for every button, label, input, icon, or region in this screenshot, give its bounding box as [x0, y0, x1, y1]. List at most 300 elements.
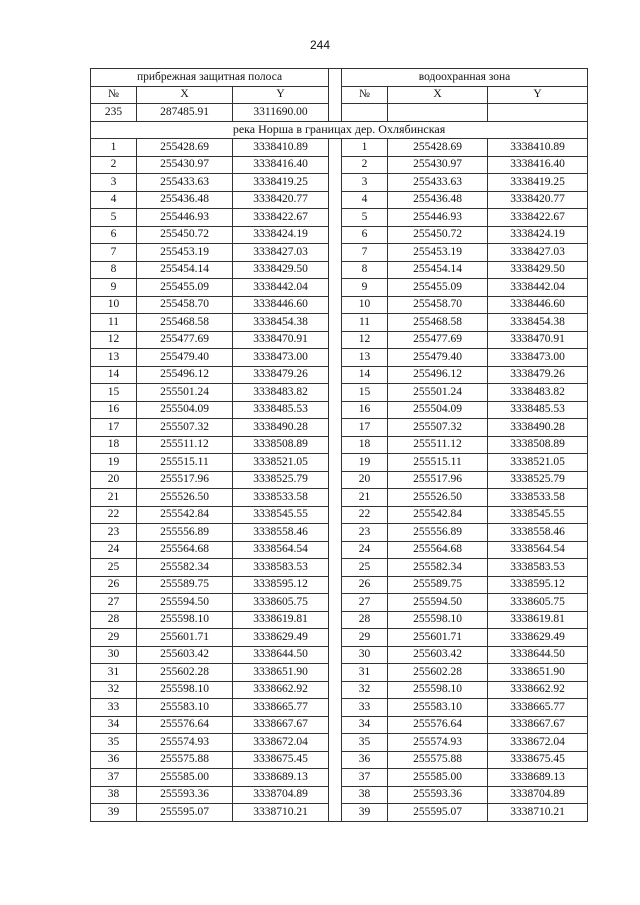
- table-row: [91, 436, 588, 454]
- coastal-point-num-cell: 27: [91, 594, 137, 612]
- coastal-point-y-cell: 3338558.46: [233, 524, 329, 542]
- coastal-point-num-cell: 26: [91, 576, 137, 594]
- coastal-point-x-cell: 255446.93: [137, 209, 233, 227]
- table-row: [91, 664, 588, 682]
- zone-point-y-cell: 3338667.67: [488, 716, 588, 734]
- table-row: [91, 594, 588, 612]
- table-row: [91, 751, 588, 769]
- column-gap: [329, 646, 342, 664]
- coastal-point-x-cell: 255428.69: [137, 139, 233, 157]
- column-gap: [329, 716, 342, 734]
- column-gap: [329, 314, 342, 332]
- column-gap: [329, 489, 342, 507]
- zone-point-y-cell: 3338545.55: [488, 506, 588, 524]
- coastal-point-x-cell: 255602.28: [137, 664, 233, 682]
- coastal-point-x-cell: 255517.96: [137, 471, 233, 489]
- zone-point-x-cell: 255450.72: [388, 226, 488, 244]
- coastal-point-x-cell: 255575.88: [137, 751, 233, 769]
- table-row: [91, 366, 588, 384]
- zone-point-num-cell: 27: [342, 594, 388, 612]
- coastal-point-y-cell: 3338508.89: [233, 436, 329, 454]
- coastal-point-y-cell: 3338564.54: [233, 541, 329, 559]
- column-gap: [329, 86, 342, 104]
- column-gap: [329, 419, 342, 437]
- coastal-point-y-cell: 3338490.28: [233, 419, 329, 437]
- point-x-cell: 287485.91: [137, 104, 233, 122]
- coastal-point-x-cell: 255433.63: [137, 174, 233, 192]
- coastal-point-x-cell: 255542.84: [137, 506, 233, 524]
- column-gap: [329, 786, 342, 804]
- coastal-point-x-cell: 255458.70: [137, 296, 233, 314]
- coastal-point-y-cell: 3338410.89: [233, 139, 329, 157]
- zone-point-y-cell: 3338521.05: [488, 454, 588, 472]
- column-gap: [329, 174, 342, 192]
- coordinates-table: [90, 68, 588, 822]
- zone-point-x-cell: 255515.11: [388, 454, 488, 472]
- coastal-point-x-cell: 255589.75: [137, 576, 233, 594]
- coastal-point-y-cell: 3338424.19: [233, 226, 329, 244]
- zone-point-num-cell: 30: [342, 646, 388, 664]
- page-number: 244: [309, 38, 331, 52]
- zone-point-y-cell: 3338446.60: [488, 296, 588, 314]
- column-gap: [329, 366, 342, 384]
- table-row: [91, 384, 588, 402]
- zone-point-y-cell: 3338629.49: [488, 629, 588, 647]
- x-header: X: [388, 86, 488, 104]
- zone-point-num-cell: 11: [342, 314, 388, 332]
- zone-point-num-cell: 6: [342, 226, 388, 244]
- coastal-point-x-cell: 255436.48: [137, 191, 233, 209]
- coastal-point-num-cell: 31: [91, 664, 137, 682]
- coastal-point-num-cell: 7: [91, 244, 137, 262]
- table-row: [91, 506, 588, 524]
- coastal-point-y-cell: 3338420.77: [233, 191, 329, 209]
- coastal-point-num-cell: 15: [91, 384, 137, 402]
- column-gap: [329, 401, 342, 419]
- coastal-point-x-cell: 255479.40: [137, 349, 233, 367]
- point-y-cell: 3311690.00: [233, 104, 329, 122]
- coastal-point-x-cell: 255477.69: [137, 331, 233, 349]
- column-gap: [329, 506, 342, 524]
- zone-point-y-cell: 3338710.21: [488, 804, 588, 822]
- table-row: [91, 401, 588, 419]
- zone-point-num-cell: 36: [342, 751, 388, 769]
- zone-point-x-cell: 255582.34: [388, 559, 488, 577]
- coastal-point-y-cell: 3338416.40: [233, 156, 329, 174]
- zone-point-y-cell: 3338410.89: [488, 139, 588, 157]
- column-gap: [329, 524, 342, 542]
- table-row: [91, 734, 588, 752]
- zone-point-num-cell: 16: [342, 401, 388, 419]
- zone-point-x-cell: 255428.69: [388, 139, 488, 157]
- column-gap: [329, 209, 342, 227]
- coastal-point-y-cell: 3338619.81: [233, 611, 329, 629]
- table-row: [91, 629, 588, 647]
- column-gap: [329, 226, 342, 244]
- x-header: X: [137, 86, 233, 104]
- coastal-point-num-cell: 19: [91, 454, 137, 472]
- zone-point-y-cell: 3338479.26: [488, 366, 588, 384]
- zone-point-x-cell: 255601.71: [388, 629, 488, 647]
- zone-point-num-cell: 12: [342, 331, 388, 349]
- table-row: [91, 349, 588, 367]
- zone-point-x-cell: 255446.93: [388, 209, 488, 227]
- zone-point-y-cell: 3338619.81: [488, 611, 588, 629]
- zone-point-num-cell: 1: [342, 139, 388, 157]
- zone-point-num-cell: 14: [342, 366, 388, 384]
- zone-point-num-cell: 15: [342, 384, 388, 402]
- coastal-point-num-cell: 12: [91, 331, 137, 349]
- coastal-point-y-cell: 3338651.90: [233, 664, 329, 682]
- coastal-point-y-cell: 3338470.91: [233, 331, 329, 349]
- zone-point-x-cell: 255454.14: [388, 261, 488, 279]
- coastal-point-num-cell: 29: [91, 629, 137, 647]
- column-gap: [329, 734, 342, 752]
- table-row: [91, 681, 588, 699]
- point-num-cell: 235: [91, 104, 137, 122]
- table-row: [91, 471, 588, 489]
- column-gap: [329, 279, 342, 297]
- table-row: [91, 454, 588, 472]
- coastal-point-num-cell: 3: [91, 174, 137, 192]
- zone-point-y-cell: 3338442.04: [488, 279, 588, 297]
- zone-point-x-cell: 255468.58: [388, 314, 488, 332]
- column-gap: [329, 699, 342, 717]
- coastal-point-num-cell: 14: [91, 366, 137, 384]
- coastal-point-y-cell: 3338479.26: [233, 366, 329, 384]
- coastal-point-num-cell: 35: [91, 734, 137, 752]
- column-gap: [329, 576, 342, 594]
- table-row: [91, 524, 588, 542]
- table-row: [91, 786, 588, 804]
- coastal-point-x-cell: 255574.93: [137, 734, 233, 752]
- coastal-point-y-cell: 3338689.13: [233, 769, 329, 787]
- zone-point-y-cell: 3338662.92: [488, 681, 588, 699]
- table-row: [91, 261, 588, 279]
- coastal-point-x-cell: 255526.50: [137, 489, 233, 507]
- zone-point-y-cell: 3338675.45: [488, 751, 588, 769]
- zone-point-y-cell: 3338558.46: [488, 524, 588, 542]
- column-gap: [329, 261, 342, 279]
- coastal-point-x-cell: 255504.09: [137, 401, 233, 419]
- table-row: [91, 104, 588, 122]
- coastal-point-num-cell: 21: [91, 489, 137, 507]
- zone-point-y-cell: 3338483.82: [488, 384, 588, 402]
- zone-point-num-cell: 22: [342, 506, 388, 524]
- coastal-point-x-cell: 255585.00: [137, 769, 233, 787]
- coastal-point-y-cell: 3338545.55: [233, 506, 329, 524]
- zone-point-y-cell: 3338420.77: [488, 191, 588, 209]
- coastal-point-y-cell: 3338454.38: [233, 314, 329, 332]
- coastal-point-num-cell: 20: [91, 471, 137, 489]
- column-gap: [329, 191, 342, 209]
- coastal-point-y-cell: 3338583.53: [233, 559, 329, 577]
- coastal-point-x-cell: 255515.11: [137, 454, 233, 472]
- zone-point-x-cell: 255598.10: [388, 611, 488, 629]
- zone-point-x-cell: 255556.89: [388, 524, 488, 542]
- coastal-point-x-cell: 255450.72: [137, 226, 233, 244]
- coastal-point-y-cell: 3338644.50: [233, 646, 329, 664]
- coastal-point-num-cell: 18: [91, 436, 137, 454]
- zone-point-num-cell: 18: [342, 436, 388, 454]
- zone-point-x-cell: 255455.09: [388, 279, 488, 297]
- coastal-point-y-cell: 3338446.60: [233, 296, 329, 314]
- table-row: [91, 611, 588, 629]
- zone-point-num-cell: 3: [342, 174, 388, 192]
- coastal-point-x-cell: 255598.10: [137, 681, 233, 699]
- zone-point-x-cell: 255593.36: [388, 786, 488, 804]
- column-gap: [329, 69, 342, 87]
- zone-point-y-cell: 3338564.54: [488, 541, 588, 559]
- zone-point-y-cell: 3338689.13: [488, 769, 588, 787]
- zone-point-y-cell: 3338651.90: [488, 664, 588, 682]
- coastal-point-x-cell: 255564.68: [137, 541, 233, 559]
- table-row: [91, 646, 588, 664]
- zone-point-y-cell: 3338485.53: [488, 401, 588, 419]
- column-gap: [329, 384, 342, 402]
- coastal-point-num-cell: 8: [91, 261, 137, 279]
- zone-point-num-cell: 17: [342, 419, 388, 437]
- table-row: [91, 716, 588, 734]
- num-header: №: [91, 86, 137, 104]
- coastal-point-x-cell: 255453.19: [137, 244, 233, 262]
- zone-point-y-cell: 3338427.03: [488, 244, 588, 262]
- zone-point-num-cell: 26: [342, 576, 388, 594]
- zone-point-num-cell: 19: [342, 454, 388, 472]
- zone-point-num-cell: 9: [342, 279, 388, 297]
- column-gap: [329, 454, 342, 472]
- zone-point-num-cell: 13: [342, 349, 388, 367]
- column-gap: [329, 594, 342, 612]
- zone-point-y-cell: 3338595.12: [488, 576, 588, 594]
- zone-point-num-cell: 35: [342, 734, 388, 752]
- coastal-point-num-cell: 36: [91, 751, 137, 769]
- zone-point-num-cell: 23: [342, 524, 388, 542]
- coastal-point-y-cell: 3338521.05: [233, 454, 329, 472]
- column-gap: [329, 156, 342, 174]
- zone-point-num-cell: 32: [342, 681, 388, 699]
- table-row: [91, 279, 588, 297]
- zone-point-num-cell: 34: [342, 716, 388, 734]
- coastal-point-y-cell: 3338429.50: [233, 261, 329, 279]
- zone-point-num-cell: 37: [342, 769, 388, 787]
- zone-point-x-cell: 255496.12: [388, 366, 488, 384]
- zone-point-x-cell: 255477.69: [388, 331, 488, 349]
- zone-point-y-cell: 3338672.04: [488, 734, 588, 752]
- zone-point-y-cell: 3338473.00: [488, 349, 588, 367]
- zone-point-x-cell: 255564.68: [388, 541, 488, 559]
- zone-point-y-cell: 3338605.75: [488, 594, 588, 612]
- zone-point-y-cell: 3338665.77: [488, 699, 588, 717]
- zone-point-x-cell: 255526.50: [388, 489, 488, 507]
- zone-point-y-cell: 3338416.40: [488, 156, 588, 174]
- zone-point-x-cell: 255602.28: [388, 664, 488, 682]
- zone-point-num-cell: 24: [342, 541, 388, 559]
- zone-point-y-cell: 3338583.53: [488, 559, 588, 577]
- column-gap: [329, 541, 342, 559]
- table-row: [91, 139, 588, 157]
- coastal-strip-header: прибрежная защитная полоса: [91, 69, 329, 87]
- zone-point-x-cell: 255507.32: [388, 419, 488, 437]
- coastal-point-num-cell: 38: [91, 786, 137, 804]
- coastal-point-x-cell: 255430.97: [137, 156, 233, 174]
- zone-point-x-cell: 255583.10: [388, 699, 488, 717]
- zone-point-num-cell: 20: [342, 471, 388, 489]
- column-gap: [329, 436, 342, 454]
- column-gap: [329, 664, 342, 682]
- coastal-point-num-cell: 33: [91, 699, 137, 717]
- zone-point-y-cell: 3338470.91: [488, 331, 588, 349]
- table-row: [91, 419, 588, 437]
- coastal-point-num-cell: 4: [91, 191, 137, 209]
- zone-point-num-cell: 25: [342, 559, 388, 577]
- zone-point-x-cell: 255594.50: [388, 594, 488, 612]
- coastal-point-y-cell: 3338662.92: [233, 681, 329, 699]
- zone-point-num-cell: 39: [342, 804, 388, 822]
- section-row: [91, 121, 588, 139]
- zone-point-y-cell: 3338508.89: [488, 436, 588, 454]
- coastal-point-num-cell: 39: [91, 804, 137, 822]
- column-gap: [329, 804, 342, 822]
- table-row: [91, 296, 588, 314]
- zone-point-y-cell: 3338429.50: [488, 261, 588, 279]
- coastal-point-num-cell: 5: [91, 209, 137, 227]
- zone-point-x-cell: 255436.48: [388, 191, 488, 209]
- coastal-point-y-cell: 3338427.03: [233, 244, 329, 262]
- zone-point-num-cell: 29: [342, 629, 388, 647]
- zone-point-x-cell: 255501.24: [388, 384, 488, 402]
- coastal-point-num-cell: 28: [91, 611, 137, 629]
- coastal-point-x-cell: 255582.34: [137, 559, 233, 577]
- coastal-point-y-cell: 3338704.89: [233, 786, 329, 804]
- coastal-point-x-cell: 255454.14: [137, 261, 233, 279]
- zone-point-x-cell: 255598.10: [388, 681, 488, 699]
- group-header-row: [91, 69, 588, 87]
- zone-point-x-cell: 255430.97: [388, 156, 488, 174]
- coastal-point-x-cell: 255501.24: [137, 384, 233, 402]
- zone-point-num-cell: 31: [342, 664, 388, 682]
- zone-point-y-cell: 3338704.89: [488, 786, 588, 804]
- table-row: [91, 314, 588, 332]
- column-gap: [329, 331, 342, 349]
- coastal-point-x-cell: 255511.12: [137, 436, 233, 454]
- zone-point-num-cell: 21: [342, 489, 388, 507]
- table-row: [91, 559, 588, 577]
- coastal-point-x-cell: 255595.07: [137, 804, 233, 822]
- coastal-point-num-cell: 22: [91, 506, 137, 524]
- coastal-point-y-cell: 3338605.75: [233, 594, 329, 612]
- coastal-point-num-cell: 11: [91, 314, 137, 332]
- zone-point-y-cell: 3338419.25: [488, 174, 588, 192]
- coastal-point-y-cell: 3338473.00: [233, 349, 329, 367]
- column-gap: [329, 611, 342, 629]
- coastal-point-x-cell: 255593.36: [137, 786, 233, 804]
- column-gap: [329, 751, 342, 769]
- column-gap: [329, 471, 342, 489]
- coastal-point-x-cell: 255468.58: [137, 314, 233, 332]
- coastal-point-y-cell: 3338667.67: [233, 716, 329, 734]
- coastal-point-x-cell: 255507.32: [137, 419, 233, 437]
- coastal-point-y-cell: 3338483.82: [233, 384, 329, 402]
- column-gap: [329, 349, 342, 367]
- zone-point-num-cell: 7: [342, 244, 388, 262]
- coastal-point-num-cell: 13: [91, 349, 137, 367]
- zone-point-y-cell: 3338644.50: [488, 646, 588, 664]
- zone-point-x-cell: 255511.12: [388, 436, 488, 454]
- coastal-point-x-cell: 255496.12: [137, 366, 233, 384]
- coastal-point-y-cell: 3338710.21: [233, 804, 329, 822]
- coastal-point-num-cell: 25: [91, 559, 137, 577]
- coastal-point-y-cell: 3338675.45: [233, 751, 329, 769]
- column-gap: [329, 681, 342, 699]
- column-gap: [329, 629, 342, 647]
- column-gap: [329, 104, 342, 122]
- table-row: [91, 209, 588, 227]
- coastal-point-x-cell: 255601.71: [137, 629, 233, 647]
- coastal-point-y-cell: 3338595.12: [233, 576, 329, 594]
- y-header: Y: [233, 86, 329, 104]
- zone-point-y-cell: 3338525.79: [488, 471, 588, 489]
- zone-point-num-cell: 38: [342, 786, 388, 804]
- zone-point-y-cell: 3338490.28: [488, 419, 588, 437]
- zone-point-y-cell: 3338422.67: [488, 209, 588, 227]
- column-header-row: [91, 86, 588, 104]
- zone-point-num-cell: 33: [342, 699, 388, 717]
- coastal-point-y-cell: 3338442.04: [233, 279, 329, 297]
- coastal-point-num-cell: 9: [91, 279, 137, 297]
- coastal-point-y-cell: 3338485.53: [233, 401, 329, 419]
- zone-point-x-cell: 255603.42: [388, 646, 488, 664]
- coastal-point-num-cell: 37: [91, 769, 137, 787]
- column-gap: [329, 244, 342, 262]
- coastal-point-x-cell: 255603.42: [137, 646, 233, 664]
- coastal-point-y-cell: 3338672.04: [233, 734, 329, 752]
- zone-point-x-cell: 255433.63: [388, 174, 488, 192]
- column-gap: [329, 769, 342, 787]
- table-row: [91, 156, 588, 174]
- zone-point-x-cell: 255517.96: [388, 471, 488, 489]
- table-row: [91, 576, 588, 594]
- zone-point-x-cell: 255595.07: [388, 804, 488, 822]
- num-header: №: [342, 86, 388, 104]
- table-row: [91, 804, 588, 822]
- zone-point-num-cell: 10: [342, 296, 388, 314]
- coastal-point-num-cell: 6: [91, 226, 137, 244]
- coastal-point-num-cell: 34: [91, 716, 137, 734]
- zone-point-num-cell: 28: [342, 611, 388, 629]
- zone-point-y-cell: 3338424.19: [488, 226, 588, 244]
- zone-point-num-cell: 2: [342, 156, 388, 174]
- zone-point-num-cell: 5: [342, 209, 388, 227]
- point-y-cell: [488, 104, 588, 122]
- coastal-point-num-cell: 10: [91, 296, 137, 314]
- coastal-point-num-cell: 24: [91, 541, 137, 559]
- coastal-point-num-cell: 1: [91, 139, 137, 157]
- zone-point-x-cell: 255574.93: [388, 734, 488, 752]
- coastal-point-y-cell: 3338629.49: [233, 629, 329, 647]
- zone-point-x-cell: 255504.09: [388, 401, 488, 419]
- coastal-point-x-cell: 255556.89: [137, 524, 233, 542]
- table-row: [91, 244, 588, 262]
- table-row: [91, 174, 588, 192]
- table-row: [91, 331, 588, 349]
- coastal-point-x-cell: 255576.64: [137, 716, 233, 734]
- zone-point-y-cell: 3338533.58: [488, 489, 588, 507]
- point-x-cell: [388, 104, 488, 122]
- zone-point-x-cell: 255576.64: [388, 716, 488, 734]
- column-gap: [329, 139, 342, 157]
- y-header: Y: [488, 86, 588, 104]
